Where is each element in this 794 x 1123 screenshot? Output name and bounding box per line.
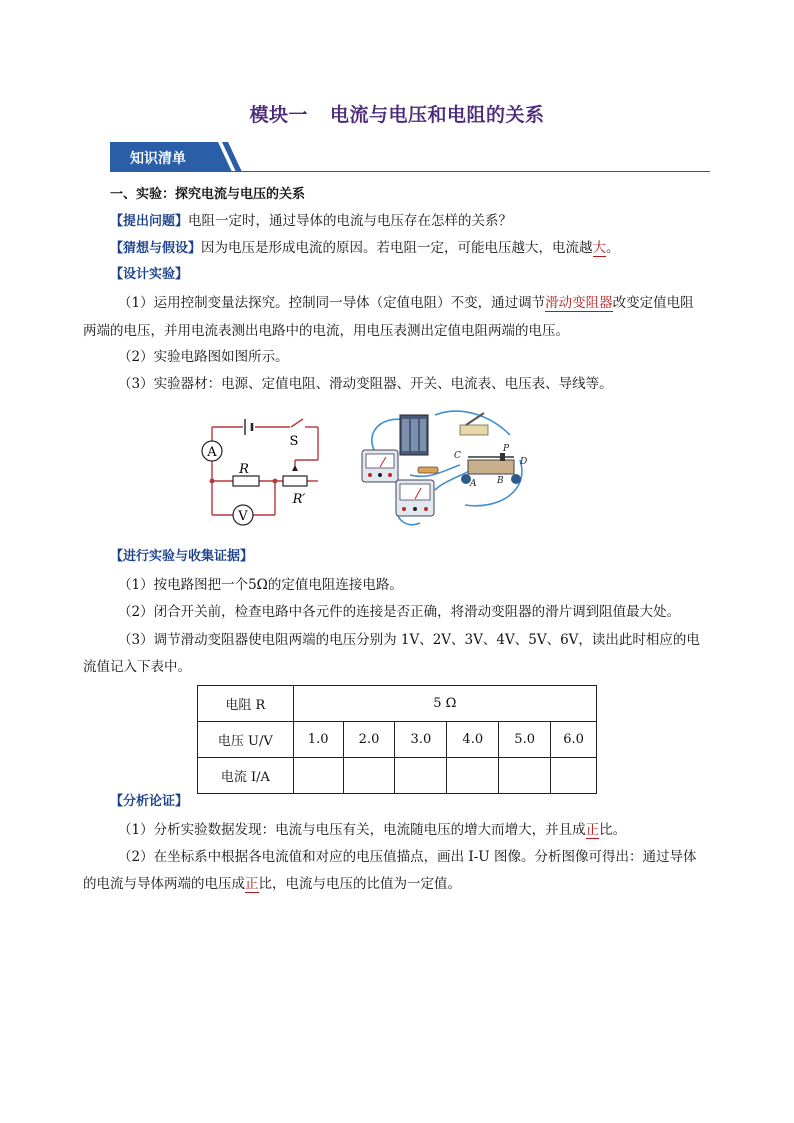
- resistance-value: 5 Ω: [293, 686, 596, 722]
- hypothesis-end: 。: [606, 240, 620, 256]
- voltmeter-label: V: [238, 509, 248, 524]
- page-title: [0, 100, 794, 127]
- question-tag: 【提出问题】: [110, 214, 189, 229]
- design-tag: 【设计实验】: [110, 267, 189, 282]
- terminal-a-label: A: [470, 479, 477, 489]
- module-label: 模块一: [249, 104, 308, 126]
- voltage-cell: 3.0: [395, 722, 447, 758]
- battery-icon: [400, 415, 428, 455]
- analysis-item1-text: （1）分析实验数据发现：电流与电压有关，电流随电压的增大而增大，并且成: [118, 822, 586, 838]
- current-cell: [499, 758, 551, 794]
- hypothesis-tag: 【猜想与假设】: [110, 241, 202, 256]
- question-text: 电阻一定时，通过导体的电流与电压存在怎样的关系？: [188, 213, 513, 229]
- procedure-step3-line1: （3）调节滑动变阻器使电阻两端的电压分别为 1V、2V、3V、4V、5V、6V，读出此时相应的电: [118, 632, 700, 648]
- current-cell: [551, 758, 597, 794]
- resistance-header: 电阻 R: [198, 686, 294, 722]
- banner-underline: [110, 171, 710, 172]
- table-row: [198, 758, 597, 794]
- table-row: [198, 686, 597, 722]
- analysis-item2-tail: 比，电流与电压的比值为一定值。: [258, 876, 461, 892]
- ammeter-label: A: [207, 445, 217, 460]
- hypothesis-answer: 大: [592, 240, 607, 256]
- current-header: 电流 I/A: [198, 758, 294, 794]
- section-heading: 一、实验：探究电流与电压的关系: [110, 187, 306, 202]
- ammeter-icon: [396, 480, 434, 516]
- current-cell: [293, 758, 343, 794]
- current-cell: [343, 758, 395, 794]
- question-line: [110, 211, 512, 232]
- voltage-header: 电压 U/V: [198, 722, 294, 758]
- design-item2: （2）实验电路图如图所示。: [118, 349, 289, 365]
- design-item1-line2: 两端的电压，并用电流表测出电路中的电流，用电压表测出定值电阻两端的电压。: [83, 323, 569, 339]
- voltage-cell: 1.0: [293, 722, 343, 758]
- hypothesis-line: [110, 238, 620, 259]
- voltage-cell: 5.0: [499, 722, 551, 758]
- current-cell: [447, 758, 499, 794]
- procedure-step1: （1）按电路图把一个5Ω的定值电阻连接电路。: [118, 577, 403, 593]
- rheostat-slider-arrow: [292, 465, 298, 471]
- analysis-item2-answer: 正: [245, 876, 259, 892]
- analysis-item1-tail: 比。: [599, 822, 627, 838]
- analysis-item2-line2: [83, 874, 461, 894]
- procedure-step3-line2: 流值记入下表中。: [83, 659, 191, 675]
- voltmeter-icon: [362, 450, 398, 482]
- circuit-diagram: [195, 405, 335, 530]
- analysis-item1: [118, 820, 626, 840]
- voltage-cell: 2.0: [343, 722, 395, 758]
- design-item3: （3）实验器材：电源、定值电阻、滑动变阻器、开关、电流表、电压表、导线等。: [118, 376, 613, 392]
- resistor-label: R: [239, 462, 249, 477]
- terminal-p-label: P: [503, 444, 510, 454]
- analysis-item2-line1: （2）在坐标系中根据各电流值和对应的电压值描点，画出 I-U 图像。分析图像可得出：通过导体: [118, 849, 697, 865]
- design-item1-text: （1）运用控制变量法探究。控制同一导体（定值电阻）不变，通过调节: [118, 295, 546, 311]
- voltage-cell: 6.0: [551, 722, 597, 758]
- design-item1-line1: [118, 293, 694, 313]
- switch-label: S: [289, 434, 299, 449]
- design-item1-answer: 滑动变阻器: [545, 295, 613, 311]
- rheostat-label: R′: [292, 492, 306, 507]
- data-table: [197, 685, 597, 794]
- analysis-item1-answer: 正: [585, 822, 600, 838]
- apparatus-illustration: [350, 405, 535, 530]
- analysis-tag: 【分析论证】: [110, 794, 189, 809]
- analysis-item2-text: 的电流与导体两端的电压成: [83, 876, 245, 892]
- hypothesis-text: 因为电压是形成电流的原因。若电阻一定，可能电压越大，电流越: [201, 240, 593, 256]
- module-topic: 电流与电压和电阻的关系: [330, 104, 545, 126]
- table-row: [198, 722, 597, 758]
- terminal-c-label: C: [454, 451, 461, 461]
- voltage-cell: 4.0: [447, 722, 499, 758]
- design-item1-tail: 改变定值电阻: [612, 295, 694, 311]
- procedure-step2: （2）闭合开关前，检查电路中各元件的连接是否正确，将滑动变阻器的滑片调到阻值最大处。: [118, 604, 681, 620]
- current-cell: [395, 758, 447, 794]
- terminal-d-label: D: [520, 457, 528, 467]
- procedure-tag: 【进行实验与收集证据】: [110, 549, 254, 564]
- banner-label: 知识清单: [130, 151, 186, 167]
- resistor-icon: [418, 467, 438, 473]
- terminal-b-label: B: [497, 476, 504, 486]
